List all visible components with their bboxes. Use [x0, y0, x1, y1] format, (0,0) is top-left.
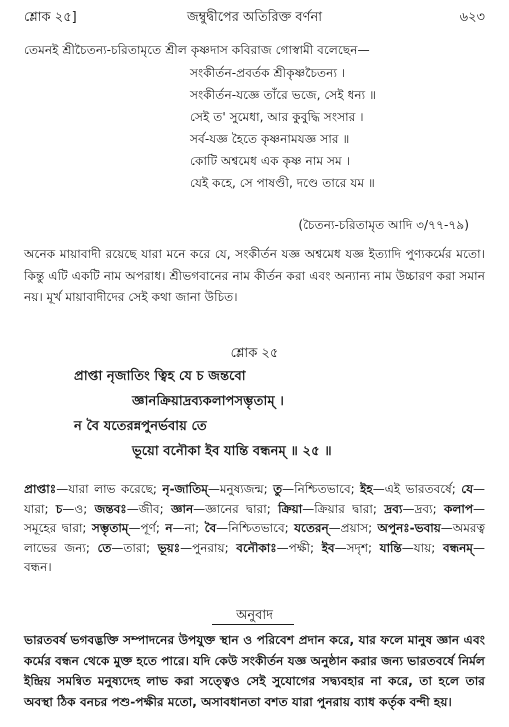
verse-line: সংকীর্তন-যজ্ঞে তাঁরে ভজে, সেই ধন্য ॥: [190, 88, 376, 102]
sanskrit-word: চ: [55, 501, 63, 516]
word-gloss: —তারা;: [111, 540, 158, 555]
sanskrit-word: ভূয়ঃ: [157, 540, 181, 555]
sloka-heading: শ্লোক ২৫: [230, 346, 279, 361]
verse-line: কোটি অশ্বমেধ এক কৃষ্ণ নাম সম ।: [190, 154, 351, 168]
sanskrit-word: নৃ-জাতিম্: [162, 482, 208, 496]
header-chapter-title: জম্বুদ্বীপের অতিরিক্ত বর্ণনা: [186, 10, 323, 25]
word-gloss: —যারা লাভ করেছে;: [56, 482, 163, 496]
quoted-verse: [190, 62, 376, 194]
sanskrit-word: ক্রিয়া: [278, 501, 303, 516]
sanskrit-word: সম্ভৃতাম্: [91, 521, 129, 535]
purport-paragraph: অনেক মায়াবাদী রয়েছে যারা মনে করে যে, সংকীর্তন যজ্ঞ অশ্বমেধ যজ্ঞ ইত্যাদি পুণ্যকর্মের মতো। কিন্তু এটি একটি নাম অপরাধ। শ্রীভগবানের নাম কীর্তন করা এবং অন্যান্য নাম উচ্চারণ করা সমান নয়। মূর্খ মায়াবাদীদের সেই কথা জানা উচিত।: [24, 247, 485, 304]
sanskrit-word: যতেরন্: [294, 521, 329, 535]
sanskrit-word: বৈ: [204, 521, 217, 535]
sanskrit-word: প্রাপ্তাঃ: [24, 482, 57, 496]
word-gloss: —ক্রিয়ার দ্বারা;: [302, 501, 385, 516]
verse-line: সেই ত' সুমেধা, আর কুবুদ্ধি সংসার ।: [190, 110, 364, 124]
verse-line: সংকীর্তন-প্রবর্তক শ্রীকৃষ্ণচৈতন্য ।: [190, 66, 346, 80]
word-gloss: —বন্ধন।: [24, 540, 485, 574]
sanskrit-word: অপুনঃ-ভবায়: [377, 521, 441, 535]
sanskrit-word: তু: [273, 482, 283, 496]
word-gloss: —নিশ্চিতভাবে;: [216, 521, 295, 535]
sloka-line: জ্ঞানক্রিয়াদ্রব্যকলাপসম্ভৃতাম্ ।: [132, 394, 284, 409]
word-gloss: —জীব;: [126, 501, 171, 516]
anubad-heading: অনুবাদ: [236, 608, 273, 623]
sanskrit-word: যান্তি: [379, 540, 402, 555]
sanskrit-word: যে: [461, 482, 474, 496]
sloka-line: ভূয়ো বনৌকা ইব যান্তি বন্ধনম্ ॥ ২৫ ॥: [132, 444, 332, 459]
header-verse-ref: শ্লোক ২৫]: [24, 10, 77, 25]
sanskrit-word: বন্ধনম্: [442, 540, 473, 555]
word-gloss: —প্রয়াস;: [328, 521, 378, 535]
word-gloss: —সদৃশ;: [334, 540, 380, 555]
word-meaning: [24, 480, 485, 578]
page-number: ৬২৩: [459, 10, 485, 25]
running-header: [24, 8, 485, 28]
word-gloss: —পূর্ণ;: [128, 521, 166, 535]
sanskrit-word: জন্তবঃ: [94, 501, 127, 516]
sanskrit-word: কলাপ: [444, 501, 473, 516]
word-gloss: —নিশ্চিতভাবে;: [282, 482, 361, 496]
sloka-line: প্রাপ্তা নৃজাতিং ত্বিহ যে চ জন্তবো: [74, 369, 246, 384]
sanskrit-word: দ্রব্য: [384, 501, 403, 516]
word-gloss: —জ্ঞানের দ্বারা;: [193, 501, 279, 516]
sanskrit-word: ন: [165, 521, 173, 535]
word-gloss: —যায়;: [401, 540, 443, 555]
translation-paragraph: ভারতবর্ষ ভগবদ্ভক্তি সম্পাদনের উপযুক্ত স্থান ও পরিবেশ প্রদান করে, যার ফলে মানুষ জ্ঞান এবং কর্মের বন্ধন থেকে মুক্ত হতে পারে। যদি কেউ সংকীর্তন যজ্ঞ অনুষ্ঠান করার জন্য ভারতবর্ষে নির্মল ইন্দ্রিয় সমন্বিত মনুষ্যদেহ লাভ করা সত্ত্বেও সেই সুযোগের সদ্ব্যবহার না করে, তা হলে তার অবস্থা ঠিক বনচর পশু-পক্ষীর মতো, অসাবধানতা বশত যারা পুনরায় ব্যাধ কর্তৃক বন্দী হয়।: [24, 633, 485, 709]
intro-paragraph: তেমনই শ্রীচৈতন্য-চরিতামৃতে শ্রীল কৃষ্ণদাস কবিরাজ গোস্বামী বলেছেন—: [24, 43, 370, 57]
sloka-line: ন বৈ যতেরন্নপুনর্ভবায় তে: [74, 419, 207, 434]
sanskrit-word: তে: [97, 540, 112, 555]
sanskrit-word: ইব: [321, 540, 335, 555]
word-gloss: —এই ভারতবর্ষে;: [372, 482, 462, 496]
word-gloss: —পুনরায়;: [180, 540, 237, 555]
sanskrit-word: ইহ: [360, 482, 373, 496]
sanskrit-word: জ্ঞান: [170, 501, 194, 516]
word-gloss: —সমূহের দ্বারা;: [24, 501, 485, 535]
heading-underline: [212, 624, 294, 625]
word-gloss: —মনুষ্যজন্ম;: [207, 482, 274, 496]
verse-line: যেই কহে, সে পাষণ্ডী, দণ্ডে তারে যম ॥: [190, 176, 375, 190]
word-gloss: —যারা;: [24, 482, 486, 516]
sanskrit-word: বনৌকাঃ: [236, 540, 277, 555]
word-gloss: —পক্ষী;: [276, 540, 322, 555]
word-gloss: —দ্রব্য;: [402, 501, 444, 516]
word-gloss: —ও;: [62, 501, 95, 516]
verse-line: সর্ব-যজ্ঞ হৈতে কৃষ্ণনামযজ্ঞ সার ॥: [190, 132, 350, 146]
word-gloss: —না;: [172, 521, 205, 535]
word-gloss: —অমরত্ব লাভের জন্য;: [24, 521, 485, 555]
verse-citation: (চৈতন্য-চরিতামৃত আদি ৩/৭৭-৭৯): [298, 218, 469, 232]
